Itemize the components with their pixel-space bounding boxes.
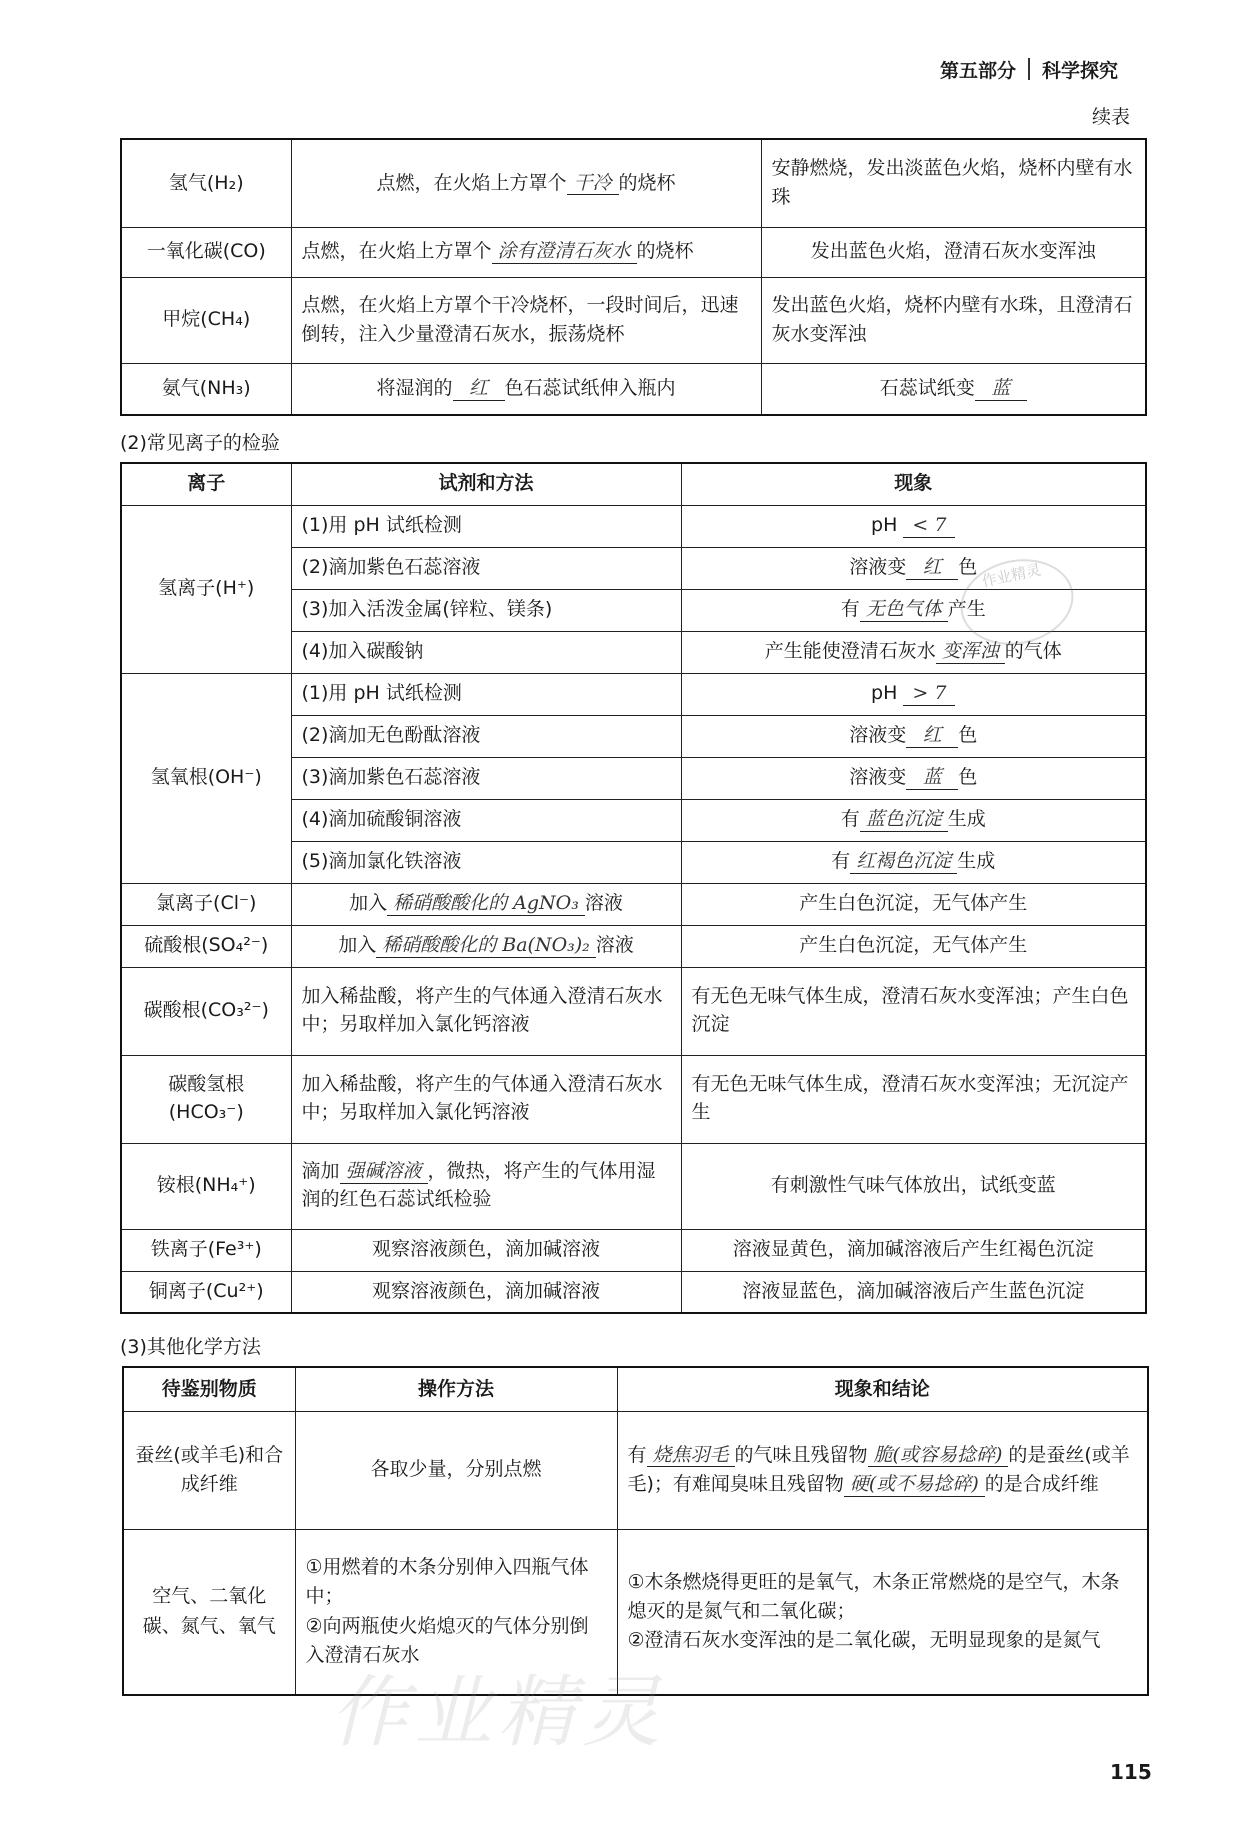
ion-name: 铵根(NH₄⁺) <box>121 1143 291 1229</box>
ion-phenomenon: 有无色无味气体生成，澄清石灰水变浑浊；产生白色沉淀 <box>681 967 1146 1055</box>
ion-name: 氢离子(H⁺) <box>121 505 291 673</box>
table-header-row <box>123 1367 1148 1411</box>
answer-blank: 稀硝酸酸化的 AgNO₃ <box>387 892 585 916</box>
ion-name: 铁离子(Fe³⁺) <box>121 1229 291 1271</box>
table-row <box>121 139 1146 227</box>
ion-method: (4)加入碳酸钠 <box>291 631 681 673</box>
gas-method: 点燃，在火焰上方罩个 涂有澄清石灰水 的烧杯 <box>291 227 761 277</box>
answer-blank: < 7 <box>903 514 955 538</box>
ion-name: 氢氧根(OH⁻) <box>121 673 291 883</box>
table-row <box>121 1271 1146 1313</box>
ion-method: (5)滴加氯化铁溶液 <box>291 841 681 883</box>
result-conclusion: ①木条燃烧得更旺的是氧气，木条正常燃烧的是空气，木条熄灭的是氮气和二氧化碳； ②澄清石灰水变浑浊的是二氧化碳，无明显现象的是氮气 <box>617 1529 1148 1695</box>
ion-phenomenon: pH > 7 <box>681 673 1146 715</box>
table-row <box>121 277 1146 363</box>
substance-name: 蚕丝(或羊毛)和合成纤维 <box>123 1411 295 1529</box>
ion-phenomenon: 产生能使澄清石灰水 变浑浊 的气体 <box>681 631 1146 673</box>
continued-label: 续表 <box>1092 106 1131 128</box>
table-row <box>121 1055 1146 1143</box>
column-header: 现象和结论 <box>617 1367 1148 1411</box>
answer-blank: 脆(或容易捻碎) <box>868 1444 1009 1468</box>
gas-phenomenon: 石蕊试纸变 蓝 <box>761 363 1146 415</box>
answer-blank: 红褐色沉淀 <box>850 850 957 874</box>
gas-method: 点燃，在火焰上方罩个 干冷 的烧杯 <box>291 139 761 227</box>
table-header-row <box>121 463 1146 505</box>
ion-name: 硫酸根(SO₄²⁻) <box>121 925 291 967</box>
table-row <box>121 925 1146 967</box>
column-header: 待鉴别物质 <box>123 1367 295 1411</box>
header-subject: 科学探究 <box>1042 59 1119 82</box>
ion-phenomenon: 溶液显蓝色，滴加碱溶液后产生蓝色沉淀 <box>681 1271 1146 1313</box>
table-row <box>121 1143 1146 1229</box>
ion-method: 加入 稀硝酸酸化的 AgNO₃ 溶液 <box>291 883 681 925</box>
table-row <box>121 967 1146 1055</box>
ion-method: 加入 稀硝酸酸化的 Ba(NO₃)₂ 溶液 <box>291 925 681 967</box>
operation-method: ①用燃着的木条分别伸入四瓶气体中； ②向两瓶使火焰熄灭的气体分别倒入澄清石灰水 <box>295 1529 617 1695</box>
watermark-stamp: 作业精灵 <box>953 549 1082 655</box>
ion-phenomenon: 溶液变 红 色 <box>681 715 1146 757</box>
answer-blank: 干冷 <box>567 172 619 196</box>
ion-phenomenon: 有 红褐色沉淀 生成 <box>681 841 1146 883</box>
page-header <box>940 52 1150 86</box>
answer-blank: 蓝色沉淀 <box>860 808 948 832</box>
answer-blank: 红 <box>906 724 958 748</box>
ion-name: 铜离子(Cu²⁺) <box>121 1271 291 1313</box>
table-row <box>121 363 1146 415</box>
column-header: 试剂和方法 <box>291 463 681 505</box>
ion-method: (4)滴加硫酸铜溶液 <box>291 799 681 841</box>
ion-phenomenon: pH < 7 <box>681 505 1146 547</box>
answer-blank: 红 <box>906 556 958 580</box>
ion-phenomenon: 溶液变 蓝 色 <box>681 757 1146 799</box>
ion-phenomenon: 溶液变 红 色 <box>681 547 1146 589</box>
gas-phenomenon: 安静燃烧，发出淡蓝色火焰，烧杯内壁有水珠 <box>761 139 1146 227</box>
gas-name: 氨气(NH₃) <box>121 363 291 415</box>
ion-method: 观察溶液颜色，滴加碱溶液 <box>291 1229 681 1271</box>
gas-test-table <box>120 138 1147 416</box>
ion-phenomenon: 有 蓝色沉淀 生成 <box>681 799 1146 841</box>
table-row <box>121 505 1146 547</box>
header-part: 第五部分 <box>940 59 1017 82</box>
column-header: 操作方法 <box>295 1367 617 1411</box>
ion-phenomenon: 有刺激性气味气体放出，试纸变蓝 <box>681 1143 1146 1229</box>
ion-phenomenon: 产生白色沉淀，无气体产生 <box>681 883 1146 925</box>
answer-blank: 烧焦羽毛 <box>647 1444 735 1468</box>
ion-phenomenon: 溶液显黄色，滴加碱溶液后产生红褐色沉淀 <box>681 1229 1146 1271</box>
gas-name: 一氧化碳(CO) <box>121 227 291 277</box>
operation-method: 各取少量，分别点燃 <box>295 1411 617 1529</box>
section-title-ions: (2)常见离子的检验 <box>120 432 280 454</box>
answer-blank: 硬(或不易捻碎) <box>844 1473 985 1497</box>
ion-name: 氯离子(Cl⁻) <box>121 883 291 925</box>
answer-blank: > 7 <box>903 682 955 706</box>
ion-phenomenon: 产生白色沉淀，无气体产生 <box>681 925 1146 967</box>
table-row <box>121 1229 1146 1271</box>
ion-method: (3)加入活泼金属(锌粒、镁条) <box>291 589 681 631</box>
watermark-text: 作业精灵 <box>330 1668 667 1758</box>
answer-blank: 涂有澄清石灰水 <box>492 240 637 264</box>
answer-blank: 红 <box>453 377 505 401</box>
ion-phenomenon: 有无色无味气体生成，澄清石灰水变浑浊；无沉淀产生 <box>681 1055 1146 1143</box>
column-header: 现象 <box>681 463 1146 505</box>
page-number: 115 <box>1110 1760 1152 1784</box>
answer-blank: 稀硝酸酸化的 Ba(NO₃)₂ <box>376 934 596 958</box>
ion-method: 滴加 强碱溶液 ，微热，将产生的气体用湿润的红色石蕊试纸检验 <box>291 1143 681 1229</box>
ion-method: 加入稀盐酸，将产生的气体通入澄清石灰水中；另取样加入氯化钙溶液 <box>291 1055 681 1143</box>
answer-blank: 蓝 <box>906 766 958 790</box>
ion-phenomenon: 有 无色气体 产生 <box>681 589 1146 631</box>
ion-method: (3)滴加紫色石蕊溶液 <box>291 757 681 799</box>
gas-phenomenon: 发出蓝色火焰，烧杯内壁有水珠，且澄清石灰水变浑浊 <box>761 277 1146 363</box>
gas-name: 氢气(H₂) <box>121 139 291 227</box>
other-method-table <box>122 1366 1149 1696</box>
ion-name: 碳酸根(CO₃²⁻) <box>121 967 291 1055</box>
substance-name: 空气、二氧化碳、氮气、氧气 <box>123 1529 295 1695</box>
column-header: 离子 <box>121 463 291 505</box>
gas-phenomenon: 发出蓝色火焰，澄清石灰水变浑浊 <box>761 227 1146 277</box>
answer-blank: 蓝 <box>975 377 1027 401</box>
answer-blank: 强碱溶液 <box>340 1160 428 1184</box>
ion-name: 碳酸氢根 (HCO₃⁻) <box>121 1055 291 1143</box>
gas-name: 甲烷(CH₄) <box>121 277 291 363</box>
result-conclusion: 有 烧焦羽毛 的气味且残留物 脆(或容易捻碎) 的是蚕丝(或羊毛)；有难闻臭味且残留物 硬(或不易捻碎) 的是合成纤维 <box>617 1411 1148 1529</box>
ion-method: (1)用 pH 试纸检测 <box>291 673 681 715</box>
gas-method: 点燃，在火焰上方罩个干冷烧杯，一段时间后，迅速倒转，注入少量澄清石灰水，振荡烧杯 <box>291 277 761 363</box>
ion-method: (2)滴加无色酚酞溶液 <box>291 715 681 757</box>
table-row <box>123 1411 1148 1529</box>
ion-method: (2)滴加紫色石蕊溶液 <box>291 547 681 589</box>
gas-method: 将湿润的 红 色石蕊试纸伸入瓶内 <box>291 363 761 415</box>
ion-method: (1)用 pH 试纸检测 <box>291 505 681 547</box>
section-title-other: (3)其他化学方法 <box>120 1336 261 1358</box>
table-row <box>121 883 1146 925</box>
answer-blank: 变浑浊 <box>936 640 1005 664</box>
ion-method: 观察溶液颜色，滴加碱溶液 <box>291 1271 681 1313</box>
table-row <box>121 673 1146 715</box>
header-divider <box>1028 58 1030 80</box>
ion-method: 加入稀盐酸，将产生的气体通入澄清石灰水中；另取样加入氯化钙溶液 <box>291 967 681 1055</box>
answer-blank: 无色气体 <box>860 598 948 622</box>
table-row <box>121 227 1146 277</box>
